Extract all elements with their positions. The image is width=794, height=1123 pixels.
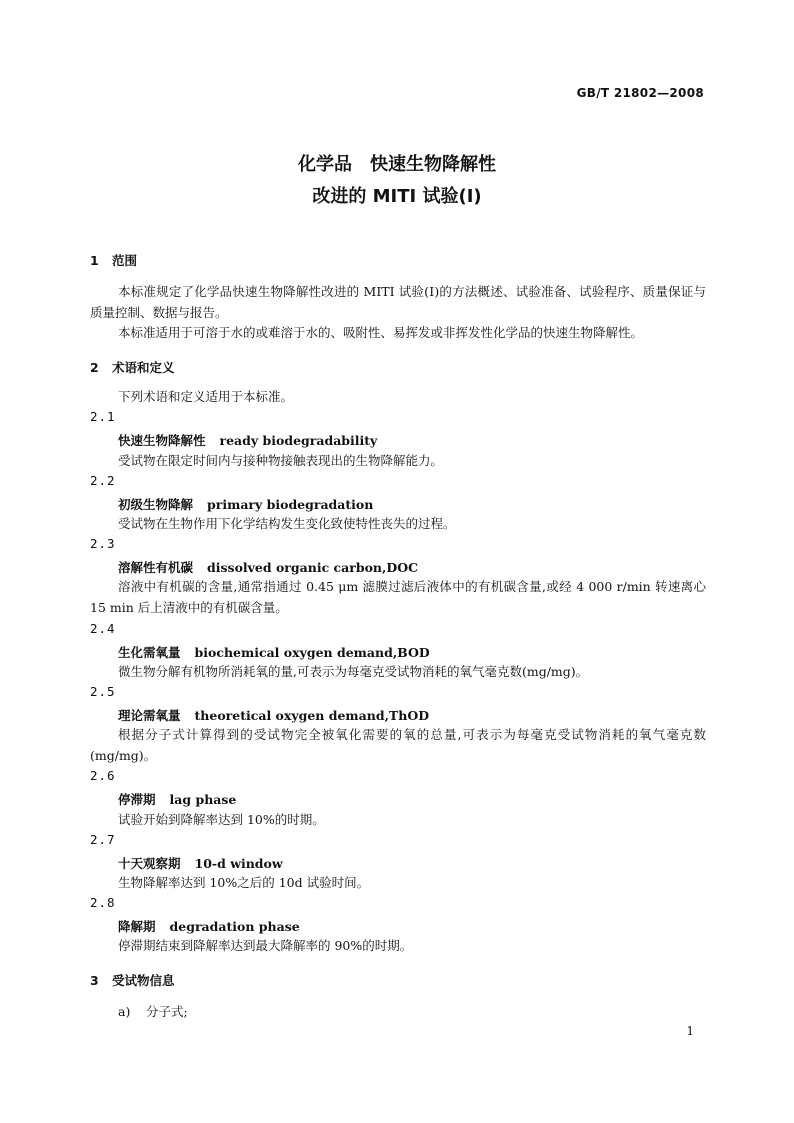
term-definition: 受试物在限定时间内与接种物接触表现出的生物降解能力。	[118, 453, 444, 468]
term-definition: 根据分子式计算得到的受试物完全被氧化需要的氧的总量,可表示为每毫克受试物消耗的氧气毫克数(mg/mg)。	[90, 727, 706, 763]
section-title: 受试物信息	[112, 973, 175, 988]
term-zh: 十天观察期	[118, 856, 181, 871]
term-number: 2.3	[90, 536, 116, 551]
term-en: lag phase	[169, 792, 237, 807]
term-name	[118, 495, 373, 513]
term-en: dissolved organic carbon,DOC	[207, 560, 419, 575]
term-definition: 溶液中有机碳的含量,通常指通过 0.45 μm 滤膜过滤后液体中的有机碳含量,或经 4 000 r/min 转速离心 15 min 后上清液中的有机碳含量。	[90, 579, 706, 615]
term-en: ready biodegradability	[219, 433, 378, 448]
document-subtitle: 改进的 MITI 试验(Ⅰ)	[312, 186, 482, 207]
term-zh: 生化需氧量	[118, 645, 181, 660]
term-name	[118, 431, 377, 449]
term-zh: 初级生物降解	[118, 497, 194, 512]
term-name	[118, 790, 236, 808]
section-2-heading	[90, 358, 175, 376]
term-en: primary biodegradation	[207, 497, 374, 512]
term-zh: 理论需氧量	[118, 708, 181, 723]
section-2-intro: 下列术语和定义适用于本标准。	[118, 389, 294, 404]
term-number: 2.7	[90, 832, 116, 847]
term-number: 2.1	[90, 409, 116, 424]
term-number: 2.6	[90, 768, 116, 783]
term-name	[118, 706, 429, 724]
term-name	[118, 558, 418, 576]
term-en: degradation phase	[169, 919, 300, 934]
term-name	[118, 854, 283, 872]
term-number: 2.5	[90, 684, 116, 699]
section-3-heading	[90, 971, 175, 989]
term-definition: 试验开始到降解率达到 10%的时期。	[118, 812, 325, 827]
term-definition: 生物降解率达到 10%之后的 10d 试验时间。	[118, 875, 370, 890]
section-1-paragraph-2: 本标准适用于可溶于水的或难溶于水的、吸附性、易挥发或非挥发性化学品的快速生物降解性。	[118, 325, 644, 340]
section-title: 术语和定义	[112, 360, 175, 375]
list-item	[118, 1002, 188, 1020]
section-title: 范围	[112, 253, 138, 268]
section-1-heading	[90, 251, 137, 269]
term-zh: 降解期	[118, 919, 156, 934]
section-number: 1	[90, 253, 99, 268]
list-item-text: 分子式;	[146, 1004, 188, 1019]
term-name	[118, 643, 430, 661]
term-name	[118, 917, 300, 935]
document-title: 化学品 快速生物降解性	[298, 154, 496, 175]
page-number: 1	[686, 1024, 694, 1038]
term-en: 10-d window	[194, 856, 283, 871]
term-number: 2.4	[90, 621, 116, 636]
term-definition: 停滞期结束到降解率达到最大降解率的 90%的时期。	[118, 938, 413, 953]
term-definition: 受试物在生物作用下化学结构发生变化致使特性丧失的过程。	[118, 516, 456, 531]
term-definition: 微生物分解有机物所消耗氧的量,可表示为每毫克受试物消耗的氧气毫克数(mg/mg)。	[118, 664, 589, 679]
section-number: 2	[90, 360, 99, 375]
term-en: biochemical oxygen demand,BOD	[194, 645, 430, 660]
term-number: 2.8	[90, 895, 116, 910]
term-zh: 快速生物降解性	[118, 433, 206, 448]
term-zh: 停滞期	[118, 792, 156, 807]
standard-number: GB/T 21802—2008	[576, 86, 704, 100]
list-item-label: a)	[118, 1004, 131, 1019]
term-number: 2.2	[90, 473, 116, 488]
term-zh: 溶解性有机碳	[118, 560, 194, 575]
section-number: 3	[90, 973, 99, 988]
section-1-paragraph-1: 本标准规定了化学品快速生物降解性改进的 MITI 试验(Ⅰ)的方法概述、试验准备、试验程序、质量保证与质量控制、数据与报告。	[90, 284, 706, 320]
term-en: theoretical oxygen demand,ThOD	[194, 708, 430, 723]
